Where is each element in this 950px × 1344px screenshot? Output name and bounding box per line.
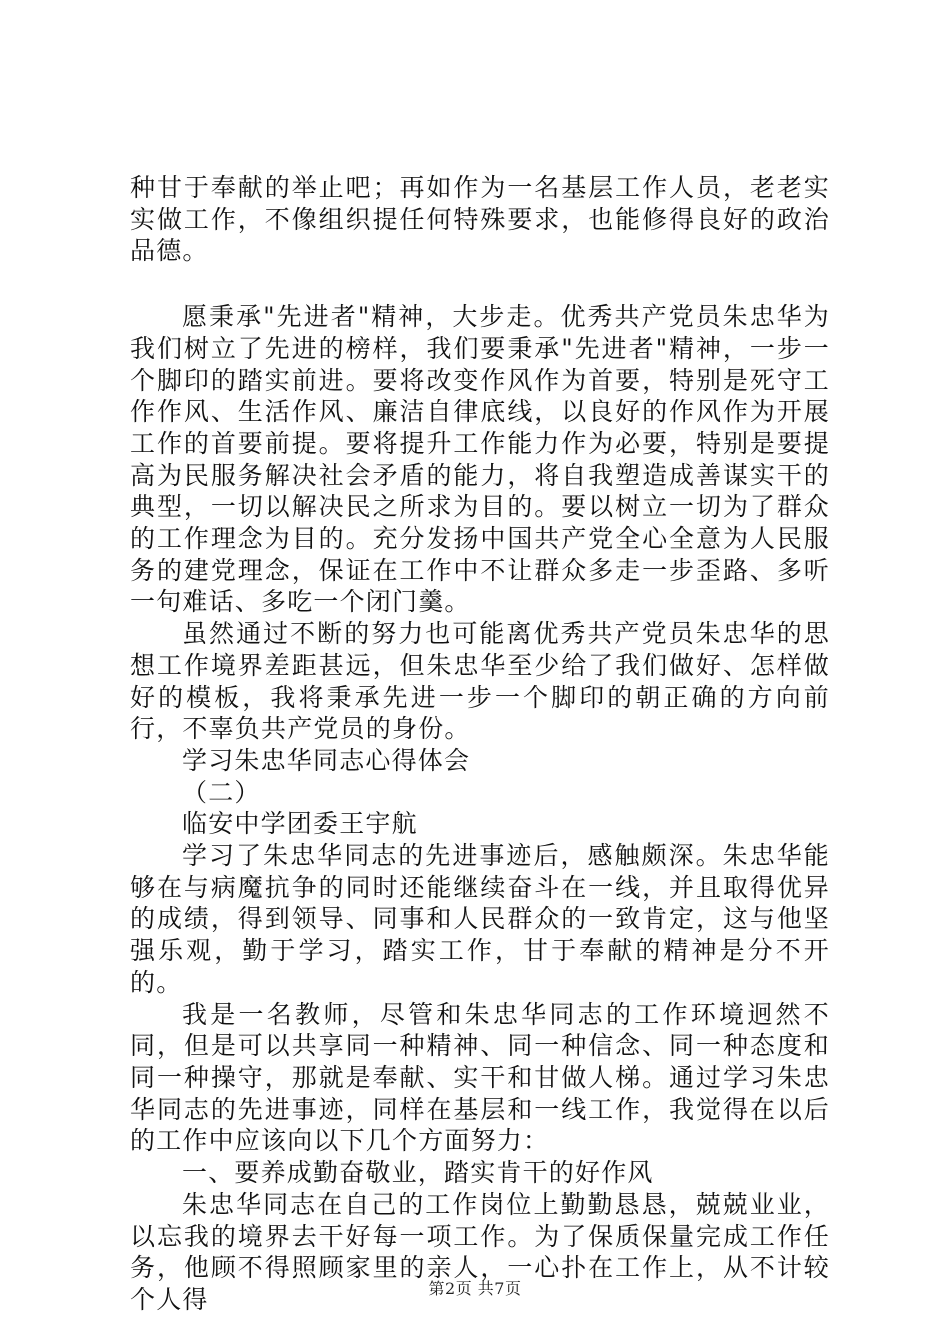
document-body: [130, 172, 830, 1316]
paragraph-gap: [130, 267, 830, 301]
subheading-point-one: 一、要养成勤奋敬业，踏实肯干的好作风: [182, 1158, 654, 1188]
section-title: 学习朱忠华同志心得体会: [182, 745, 471, 775]
paragraph-conclusion: 虽然通过不断的努力也可能离优秀共产党员朱忠华的思想工作境界差距甚远，但朱忠华至少给了我们做好、怎样做好的模板，我将秉承先进一步一个脚印的朝正确的方向前行，不辜负共产党员的身份。: [130, 619, 830, 744]
section-number: （二）: [182, 777, 261, 807]
paragraph-diligence: 朱忠华同志在自己的工作岗位上勤勤恳恳，兢兢业业，以忘我的境界去干好每一项工作。为了保质保量完成工作任务，他顾不得照顾家里的亲人，一心扑在工作上，从不计较个人得: [130, 1189, 830, 1314]
paragraph-impression: 学习了朱忠华同志的先进事迹后，感触颇深。朱忠华能够在与病魔抗争的同时还能继续奋斗在一线，并且取得优异的成绩，得到领导、同事和人民群众的一致肯定，这与他坚强乐观，勤于学习，踏实工作，甘于奉献的精神是分不开的。: [130, 841, 830, 997]
paragraph-continuation: 种甘于奉献的举止吧；再如作为一名基层工作人员，老老实实做工作，不像组织提任何特殊要求，也能修得良好的政治品德。: [130, 173, 830, 266]
author-line: 临安中学团委王宇航: [182, 809, 418, 839]
paragraph-inherit-spirit: 愿秉承"先进者"精神，大步走。优秀共产党员朱忠华为我们树立了先进的榜样，我们要秉承"先进者"精神，一步一个脚印的踏实前进。要将改变作风作为首要，特别是死守工作作风、生活作风、廉洁自律底线，以良好的作风作为开展工作的首要前提。要将提升工作能力作为必要，特别是要提高为民服务解决社会矛盾的能力，将自我塑造成善谋实干的典型，一切以解决民之所求为目的。要以树立一切为了群众的工作理念为目的。充分发扬中国共产党全心全意为人民服务的建党理念，保证在工作中不让群众多走一步歪路、多听一句难话、多吃一个闭门羹。: [130, 302, 830, 617]
page-footer: 第2页 共7页: [428, 1279, 522, 1298]
paragraph-teacher: 我是一名教师，尽管和朱忠华同志的工作环境迥然不同，但是可以共享同一种精神、同一种信念、同一种态度和同一种操守，那就是奉献、实干和甘做人梯。通过学习朱忠华同志的先进事迹，同样在基层和一线工作，我觉得在以后的工作中应该向以下几个方面努力：: [130, 999, 830, 1156]
